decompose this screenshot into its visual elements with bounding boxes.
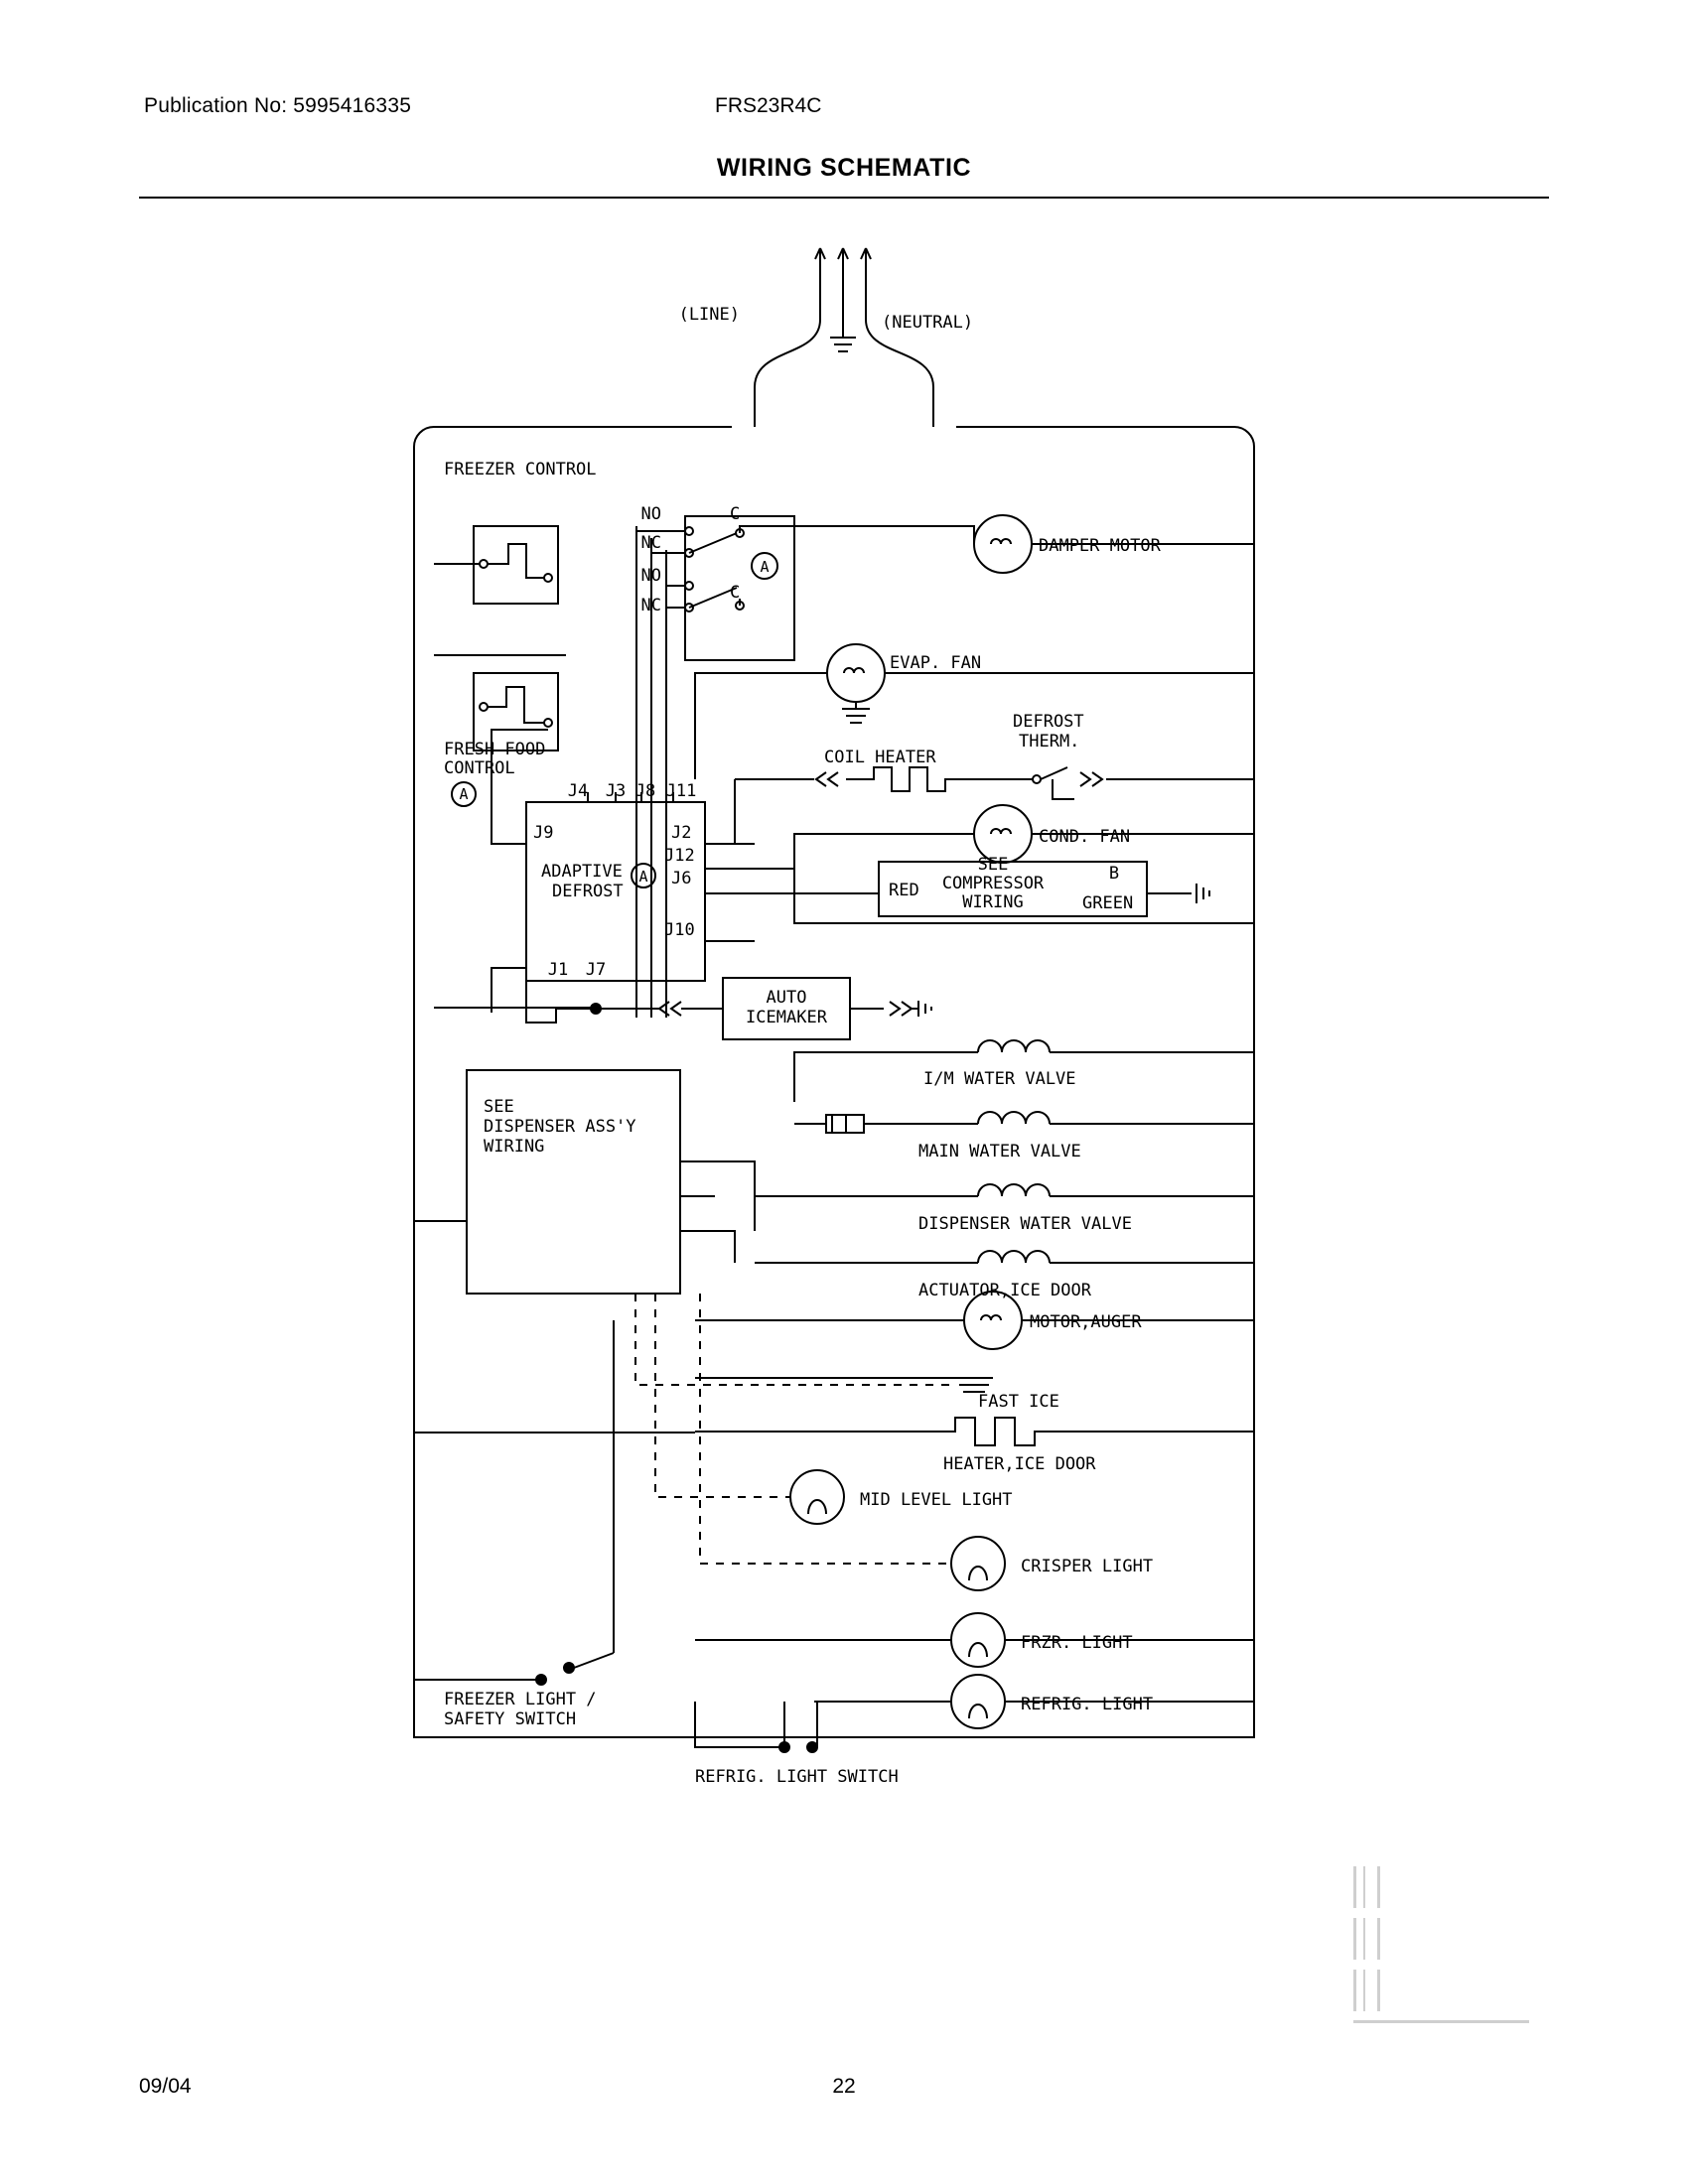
publication-number: Publication No: 5995416335: [144, 94, 412, 117]
freezer-light-safety-switch-symbol: [414, 1320, 614, 1685]
label-j9: J9: [533, 823, 554, 843]
label-dispenser-water-valve: DISPENSER WATER VALVE: [918, 1214, 1132, 1234]
label-heater-ice-door: HEATER,ICE DOOR: [943, 1454, 1096, 1474]
label-j8: J8: [634, 781, 656, 801]
label-dispenser-wiring-1: SEE: [484, 1097, 514, 1117]
label-j3: J3: [605, 781, 627, 801]
label-actuator-ice-door: ACTUATOR,ICE DOOR: [918, 1281, 1091, 1300]
footer-page-number: 22: [832, 2075, 856, 2098]
label-j7: J7: [585, 960, 607, 980]
label-auto-icemaker-1: AUTO: [766, 988, 807, 1008]
label-cond-fan: COND. FAN: [1039, 827, 1131, 847]
label-fresh-food-control-2: CONTROL: [444, 758, 515, 778]
label-see-compressor-3: WIRING: [962, 892, 1024, 912]
label-refrig-light-switch: REFRIG. LIGHT SWITCH: [695, 1767, 899, 1787]
mid-level-light-symbol: [790, 1470, 844, 1524]
label-compressor-b: B: [1108, 864, 1120, 884]
defrost-thermostat-symbol: [993, 767, 1254, 799]
crisper-light-symbol: [951, 1537, 1005, 1590]
label-im-water-valve: I/M WATER VALVE: [923, 1069, 1076, 1089]
label-j4: J4: [567, 781, 589, 801]
barcode-graphic: [1345, 1866, 1529, 2030]
model-number: FRS23R4C: [715, 94, 822, 117]
header-divider: [139, 197, 1549, 199]
label-defrost-therm-2: THERM.: [1019, 732, 1080, 751]
label-defrost-therm-1: DEFROST: [1013, 712, 1084, 732]
freezer-control-symbol: [434, 526, 558, 604]
label-main-water-valve: MAIN WATER VALVE: [918, 1142, 1081, 1161]
label-frzr-light: FRZR. LIGHT: [1021, 1633, 1133, 1653]
label-evap-fan: EVAP. FAN: [890, 653, 982, 673]
label-j11: J11: [665, 781, 697, 801]
label-adaptive-defrost-1: ADAPTIVE: [541, 862, 623, 882]
label-no-top: NO: [640, 504, 661, 524]
footer-date: 09/04: [139, 2075, 192, 2098]
main-water-valve-symbol: [794, 1112, 1254, 1133]
label-refrig-light: REFRIG. LIGHT: [1021, 1695, 1154, 1714]
label-see-compressor-1: SEE: [977, 855, 1009, 875]
label-nc-top: NC: [640, 533, 661, 553]
label-fast-ice: FAST ICE: [978, 1392, 1059, 1412]
damper-motor-symbol: [794, 515, 1254, 573]
label-motor-auger: MOTOR,AUGER: [1030, 1312, 1142, 1332]
label-see-compressor-2: COMPRESSOR: [941, 874, 1045, 893]
page-title: WIRING SCHEMATIC: [716, 154, 972, 182]
cabinet-outline: [414, 427, 1254, 1737]
frzr-light-symbol: [695, 1613, 1254, 1667]
label-crisper-light: CRISPER LIGHT: [1021, 1557, 1154, 1576]
label-compressor-green: GREEN: [1082, 893, 1134, 913]
label-fresh-food-control-1: FRESH FOOD: [444, 740, 546, 759]
label-dispenser-wiring-2: DISPENSER ASS'Y: [484, 1117, 636, 1137]
dashed-control-wires: [635, 1294, 955, 1564]
label-adaptive-defrost-marker: A: [638, 868, 648, 886]
label-freezer-light-safety-2: SAFETY SWITCH: [444, 1709, 577, 1729]
label-dispenser-wiring-3: WIRING: [484, 1137, 545, 1157]
actuator-ice-door-symbol: [755, 1251, 1254, 1263]
label-damper-motor: DAMPER MOTOR: [1039, 536, 1161, 556]
label-freezer-light-safety-1: FREEZER LIGHT /: [444, 1690, 597, 1709]
wiring-schematic-diagram: [0, 228, 1688, 1995]
label-line: (LINE): [678, 305, 740, 325]
label-auto-icemaker-2: ICEMAKER: [746, 1008, 827, 1027]
label-c-top: C: [730, 504, 741, 524]
label-compressor-red: RED: [889, 881, 919, 900]
label-fresh-food-marker: A: [459, 785, 469, 803]
label-j12: J12: [664, 846, 695, 866]
label-neutral: (NEUTRAL): [882, 313, 974, 333]
label-nc-bottom: NC: [640, 596, 661, 615]
label-relay-marker: A: [760, 558, 770, 576]
label-j6: J6: [671, 869, 692, 888]
label-c-bottom: C: [730, 583, 741, 603]
label-j10: J10: [664, 920, 695, 940]
refrig-light-switch-symbol: [695, 1702, 817, 1752]
label-coil-heater: COIL HEATER: [824, 748, 936, 767]
lower-feed-wires: [695, 1161, 755, 1263]
power-supply-prongs: [815, 248, 871, 351]
label-no-bottom: NO: [640, 566, 661, 586]
label-j1: J1: [547, 960, 569, 980]
coil-heater-symbol: [735, 767, 993, 791]
label-mid-level-light: MID LEVEL LIGHT: [860, 1490, 1013, 1510]
label-freezer-control: FREEZER CONTROL: [444, 460, 597, 479]
heater-ice-door-symbol: [695, 1418, 1254, 1445]
label-adaptive-defrost-2: DEFROST: [552, 882, 624, 901]
label-j2: J2: [671, 823, 692, 843]
